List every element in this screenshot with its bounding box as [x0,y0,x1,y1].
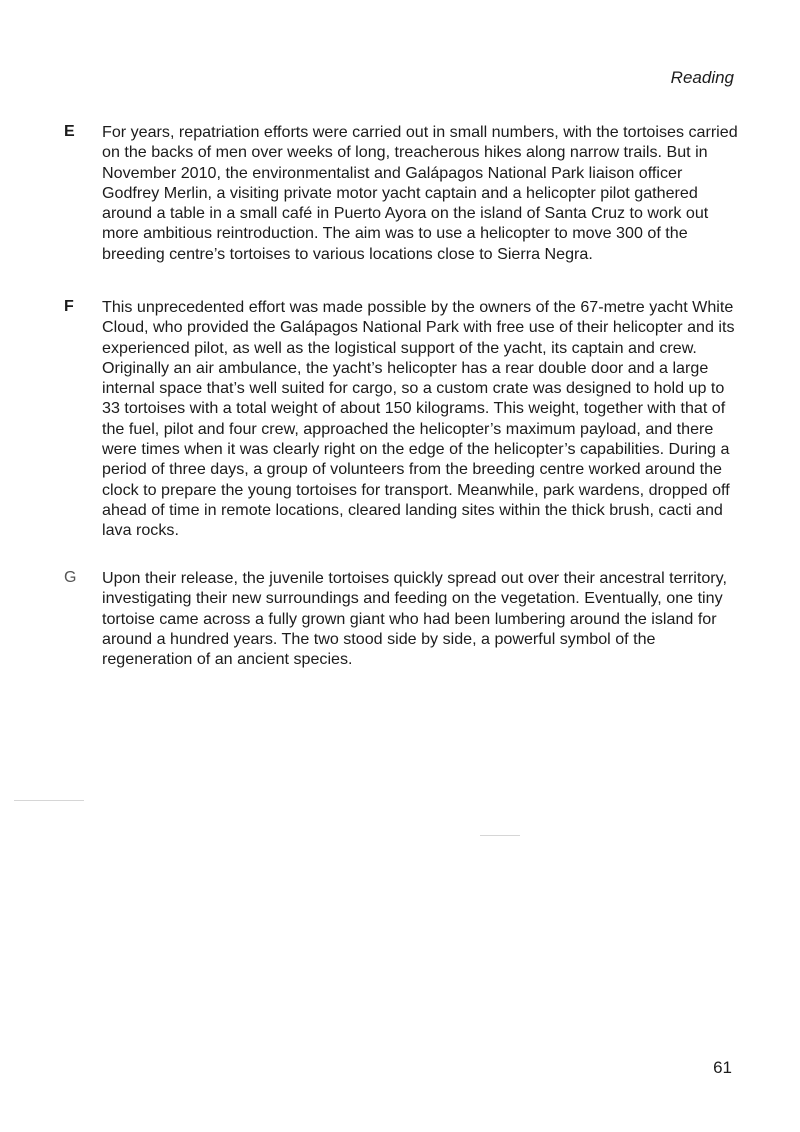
scan-artifact [480,835,520,836]
page-number: 61 [713,1058,732,1077]
paragraph-e [64,122,740,264]
paragraph-letter: F [64,298,74,315]
scan-artifact [14,800,84,801]
paragraph-f [64,297,740,541]
paragraph-letter: G [64,569,77,586]
paragraph-letter: E [64,123,75,140]
paragraph-text: This unprecedented effort was made possible by the owners of the 67-metre yacht White Cloud, who provided the Galápagos National Park with free use of their helicopter and its experienced pilot, as well as the logistical support of the yacht, its captain and crew. Originally an air ambulance, the yacht’s helicopter has a rear double door and a large internal space that’s well suited for cargo, so a custom crate was designed to hold up to 33 tortoises with a total weight of about 150 kilograms. This weight, together with that of the fuel, pilot and four crew, approached the helicopter’s maximum payload, and there were times when it was clearly right on the edge of the helicopter’s capabilities. During a period of three days, a group of volunteers from the breeding centre worked around the clock to prepare the young tortoises for transport. Meanwhile, park wardens, dropped off ahead of time in remote locations, cleared landing sites within the thick brush, cacti and lava rocks. [102,298,735,540]
paragraph-g [64,568,740,669]
paragraph-text: Upon their release, the juvenile tortoises quickly spread out over their ancestral territory, investigating their new surroundings and feeding on the vegetation. Eventually, one tiny tortoise came across a fully grown giant who had been lumbering around the island for around a hundred years. The two stood side by side, a powerful symbol of the regeneration of an ancient species. [102,569,727,669]
section-header: Reading [670,68,734,87]
paragraph-text: For years, repatriation efforts were carried out in small numbers, with the tortoises carried on the backs of men over weeks of long, treacherous hikes along narrow trails. But in November 2010, the environmentalist and Galápagos National Park liaison officer Godfrey Merlin, a visiting private motor yacht captain and a helicopter pilot gathered around a table in a small café in Puerto Ayora on the island of Santa Cruz to work out more ambitious reintroduction. The aim was to use a helicopter to move 300 of the breeding centre’s tortoises to various locations close to Sierra Negra. [102,123,738,263]
